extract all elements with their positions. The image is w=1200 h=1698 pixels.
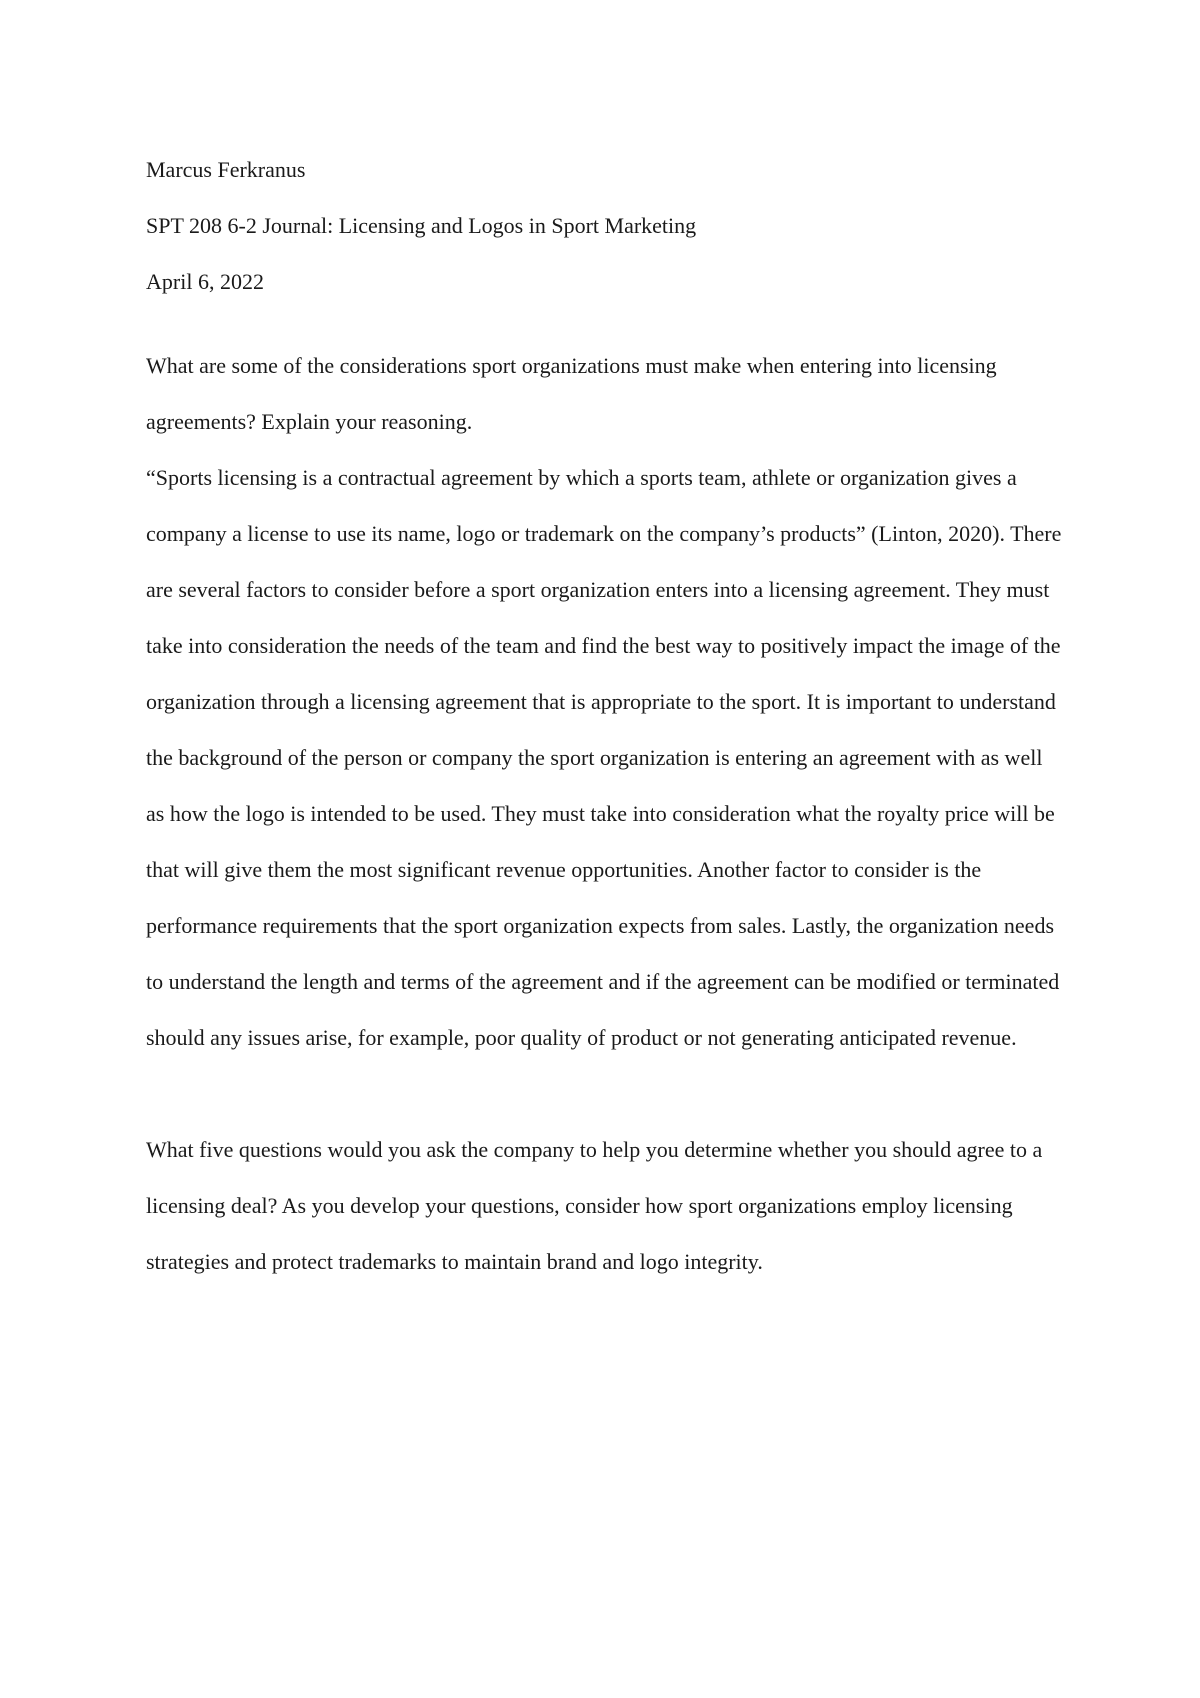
section-five-questions: [146, 1122, 1066, 1290]
course-title: SPT 208 6-2 Journal: Licensing and Logos in Sport Marketing: [146, 213, 697, 238]
answer-paragraph: “Sports licensing is a contractual agreement by which a sports team, athlete or organization gives a company a license to use its name, logo or trademark on the company’s products” (Linton, 2020). There are several factors to consider before a sport organization enters into a licensing agreement. They must take into consideration the needs of the team and find the best way to positively impact the image of the organization through a licensing agreement that is appropriate to the sport. It is important to understand the background of the person or company the sport organization is entering an agreement with as well as how the logo is intended to be used. They must take into consideration what the royalty price will be that will give them the most significant revenue opportunities. Another factor to consider is the performance requirements that the sport organization expects from sales. Lastly, the organization needs to understand the length and terms of the agreement and if the agreement can be modified or terminated should any issues arise, for example, poor quality of product or not generating anticipated revenue.: [146, 465, 1062, 1050]
question-paragraph: What are some of the considerations sport organizations must make when entering into licensing agreements? Explain your reasoning.: [146, 353, 997, 434]
paragraph-spacer: [146, 1066, 1066, 1122]
author-name: Marcus Ferkranus: [146, 157, 306, 182]
document-date: April 6, 2022: [146, 269, 264, 294]
document-header: [146, 142, 1066, 310]
question-paragraph: What five questions would you ask the company to help you determine whether you should agree to a licensing deal? As you develop your questions, consider how sport organizations employ licensing strategies and protect trademarks to maintain brand and logo integrity.: [146, 1137, 1043, 1274]
section-licensing-considerations: [146, 338, 1066, 1066]
document-body: [146, 142, 1066, 1290]
